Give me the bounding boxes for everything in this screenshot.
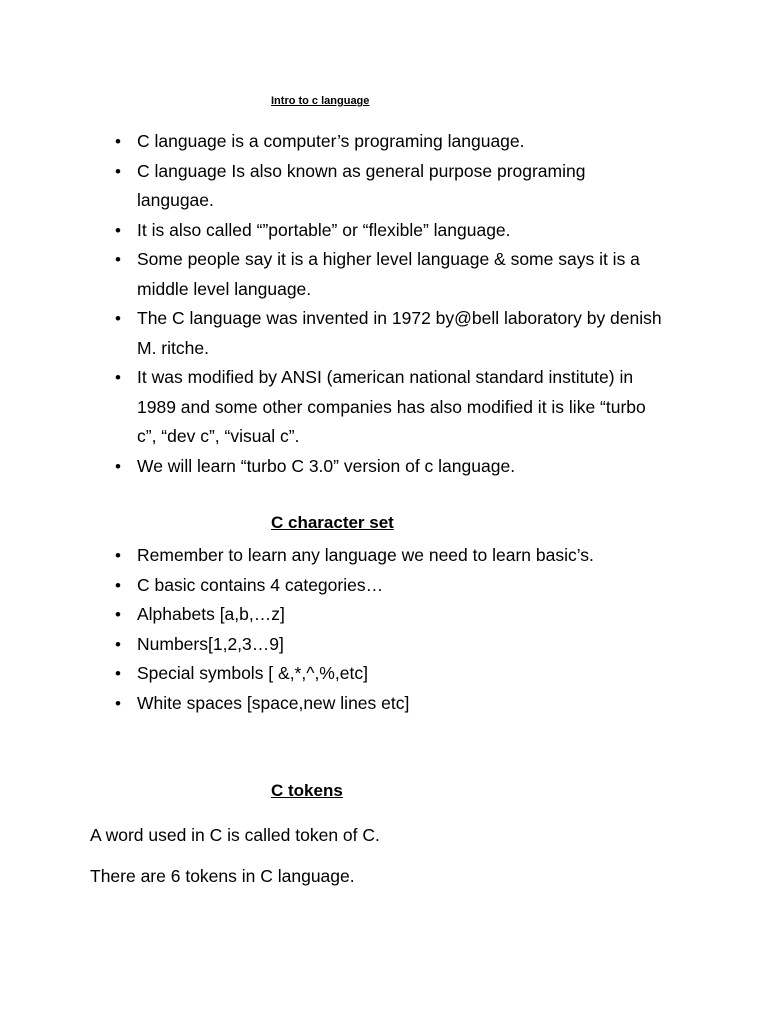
- list-item-text: We will learn “turbo C 3.0” version of c language.: [137, 455, 516, 476]
- bullet-icon: •: [115, 456, 121, 476]
- list-item-text: White spaces [space,new lines etc]: [137, 692, 410, 713]
- bullet-icon: •: [115, 575, 121, 595]
- list-item: [0, 689, 667, 719]
- list-item: [0, 363, 667, 452]
- list-item: [0, 571, 667, 601]
- list-item: [0, 304, 667, 363]
- tokens-paragraph: There are 6 tokens in C language.: [90, 866, 355, 886]
- bullet-icon: •: [115, 605, 121, 624]
- list-item: [0, 452, 667, 482]
- list-item: [0, 127, 667, 157]
- charset-heading: C character set: [271, 513, 394, 532]
- list-item-text: Numbers[1,2,3…9]: [137, 633, 284, 654]
- bullet-icon: •: [115, 368, 121, 387]
- list-item-text: Alphabets [a,b,…z]: [137, 604, 285, 624]
- tokens-paragraph: A word used in C is called token of C.: [90, 825, 380, 845]
- bullet-icon: •: [115, 664, 121, 683]
- list-item: [0, 600, 667, 630]
- list-item-text: Special symbols [ &,*,^,%,etc]: [137, 663, 368, 683]
- charset-bullet-list: [0, 541, 667, 718]
- list-item: [0, 157, 667, 216]
- list-item-text: C language is a computer’s programing language.: [137, 131, 525, 151]
- bullet-icon: •: [115, 693, 121, 713]
- bullet-icon: •: [115, 132, 121, 151]
- intro-heading: Intro to c language: [271, 95, 370, 107]
- list-item: [0, 630, 667, 660]
- list-item-text: C basic contains 4 categories…: [137, 574, 384, 595]
- list-item: [0, 659, 667, 689]
- bullet-icon: •: [115, 309, 121, 328]
- bullet-icon: •: [115, 220, 121, 240]
- tokens-heading: C tokens: [271, 781, 343, 800]
- list-item-text: The C language was invented in 1972 by@bell laboratory by denish M. ritche.: [137, 308, 662, 358]
- list-item: [0, 216, 667, 246]
- bullet-icon: •: [115, 161, 121, 181]
- list-item-text: Some people say it is a higher level language & some says it is a middle level language.: [137, 249, 640, 299]
- list-item: [0, 245, 667, 304]
- bullet-icon: •: [115, 634, 121, 654]
- list-item-text: C language Is also known as general purpose programing langugae.: [137, 160, 586, 210]
- intro-bullet-list: [0, 127, 667, 481]
- list-item-text: Remember to learn any language we need to learn basic’s.: [137, 545, 594, 565]
- list-item: [0, 541, 667, 571]
- list-item-text: It is also called “”portable” or “flexible” language.: [137, 219, 511, 240]
- bullet-icon: •: [115, 546, 121, 565]
- list-item-text: It was modified by ANSI (american national standard institute) in 1989 and some other companies has also modified it is like “turbo c”, “dev c”, “visual c”.: [137, 367, 646, 446]
- bullet-icon: •: [115, 250, 121, 269]
